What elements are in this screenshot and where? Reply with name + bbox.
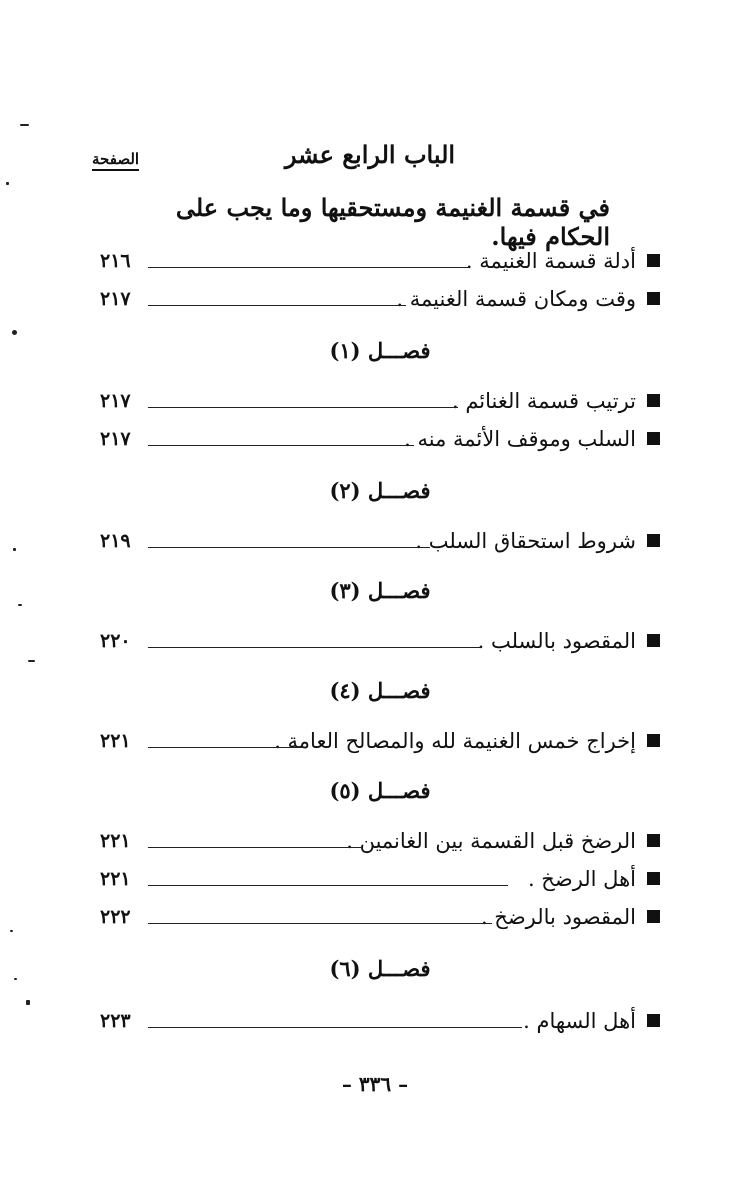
entry-page-number: ٢٢٣ [100,1010,131,1032]
scan-speck [12,330,17,335]
dotted-leader [148,923,492,924]
toc-entry [100,900,660,934]
entry-title: السلب وموقف الأئمة منه . [404,427,636,451]
dotted-leader [148,885,508,886]
entry-page-number: ٢٢١ [100,730,131,752]
entry-page-number: ٢١٧ [100,390,131,412]
chapter-subtitle: في قسمة الغنيمة ومستحقيها وما يجب على الحكام فيها. [175,193,610,251]
square-bullet-icon [647,254,660,267]
dotted-leader [148,267,468,268]
dotted-leader [148,445,414,446]
toc-entry [100,862,660,896]
toc-entry [100,524,660,558]
toc-entry [100,282,660,316]
entry-page-number: ٢١٧ [100,288,131,310]
dotted-leader [148,747,304,748]
square-bullet-icon [647,734,660,747]
toc-entry [100,422,660,456]
square-bullet-icon [647,634,660,647]
dotted-leader [148,847,362,848]
dotted-leader [148,305,406,306]
scan-speck [18,604,22,606]
toc-entry [100,244,660,278]
section-heading: فصـــل (١) [329,338,431,363]
square-bullet-icon [647,872,660,885]
entry-title: وقت ومكان قسمة الغنيمة . [396,287,636,311]
entry-title: ترتيب قسمة الغنائم . [451,389,636,413]
section-heading: فصـــل (٦) [329,956,431,981]
entry-title: أهل السهام . [523,1009,636,1033]
entry-page-number: ٢٢٢ [100,906,131,928]
section-heading: فصـــل (٥) [329,778,431,803]
entry-title: أدلة قسمة الغنيمة . [465,249,636,273]
dotted-leader [148,647,482,648]
section-heading: فصـــل (٣) [329,578,431,603]
entry-title: الرضخ قبل القسمة بين الغانمين . [346,829,636,853]
toc-entry [100,1004,660,1038]
square-bullet-icon [647,1014,660,1027]
scan-speck [6,182,9,185]
square-bullet-icon [647,432,660,445]
page-column-label: الصفحة [92,150,139,171]
entry-title: أهل الرضخ . [527,867,636,891]
square-bullet-icon [647,910,660,923]
scan-speck [28,660,35,662]
section-heading: فصـــل (٤) [329,678,431,703]
dotted-leader [148,1027,522,1028]
entry-title: شروط استحقاق السلب . [415,529,636,553]
page-number: – ٣٣٦ – [341,1072,409,1096]
scan-speck [26,1000,30,1005]
square-bullet-icon [647,534,660,547]
toc-entry [100,824,660,858]
entry-title: المقصود بالرضخ . [480,905,636,929]
entry-page-number: ٢٢١ [100,830,131,852]
entry-page-number: ٢٢١ [100,868,131,890]
toc-entry [100,624,660,658]
square-bullet-icon [647,292,660,305]
entry-page-number: ٢٢٠ [100,630,131,652]
entry-title: المقصود بالسلب . [477,629,636,653]
dotted-leader [148,547,430,548]
entry-page-number: ٢١٩ [100,530,131,552]
toc-entry [100,724,660,758]
entry-page-number: ٢١٦ [100,250,131,272]
scan-speck [20,124,29,126]
scan-speck [13,548,16,551]
toc-entry [100,384,660,418]
dotted-leader [148,407,458,408]
scan-speck [10,930,13,932]
square-bullet-icon [647,834,660,847]
entry-title: إخراج خمس الغنيمة لله والمصالح العامة . [274,729,636,753]
square-bullet-icon [647,394,660,407]
section-heading: فصـــل (٢) [329,478,431,503]
chapter-title: الباب الرابع عشر [284,140,456,169]
scan-speck [14,978,17,980]
entry-page-number: ٢١٧ [100,428,131,450]
